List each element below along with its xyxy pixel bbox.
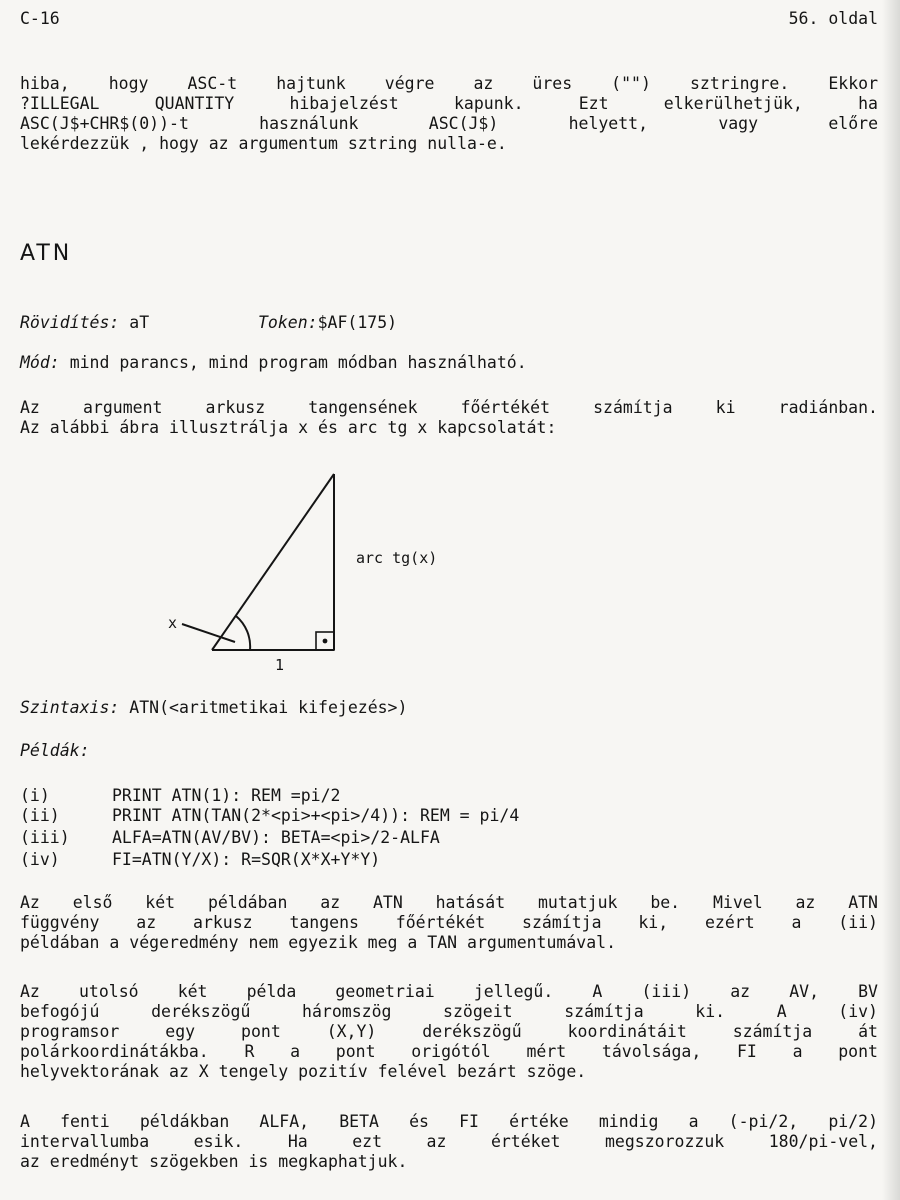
example-number: (iv) bbox=[20, 850, 60, 869]
text-line: intervallumba esik. Ha ezt az értéket megszorozzuk 180/pi-vel, bbox=[20, 1132, 878, 1151]
text-line: ASC(J$+CHR$(0))-t használunk ASC(J$) helyett, vagy előre bbox=[20, 114, 878, 133]
example-code: PRINT ATN(TAN(2*<pi>+<pi>/4)): REM = pi/4 bbox=[112, 806, 520, 825]
page-code: C-16 bbox=[20, 9, 60, 28]
mode-label: Mód: bbox=[20, 353, 60, 372]
right-angle-dot bbox=[323, 639, 328, 644]
explanation-paragraph-3 bbox=[20, 1112, 878, 1172]
example-code: FI=ATN(Y/X): R=SQR(X*X+Y*Y) bbox=[112, 850, 381, 869]
syntax-value: ATN(<aritmetikai kifejezés>) bbox=[129, 698, 408, 717]
example-code: ALFA=ATN(AV/BV): BETA=<pi>/2-ALFA bbox=[112, 828, 440, 847]
arc-tg-label: arc tg(x) bbox=[356, 549, 438, 567]
page-number: 56. oldal bbox=[788, 9, 878, 28]
example-row bbox=[20, 828, 440, 848]
angle-arc bbox=[236, 616, 250, 650]
text-line: befogójú derékszögű háromszög szögeit számítja ki. A (iv) bbox=[20, 1002, 878, 1021]
explanation-paragraph-1 bbox=[20, 893, 878, 953]
example-row bbox=[20, 850, 380, 870]
text-line: helyvektorának az X tengely pozitív felével bezárt szöge. bbox=[20, 1062, 587, 1081]
text-line: A fenti példákban ALFA, BETA és FI értéke mindig a (-pi/2, pi/2) bbox=[20, 1112, 878, 1131]
text-line: polárkoordinátákba. R a pont origótól mért távolsága, FI a pont bbox=[20, 1042, 878, 1061]
text-line: programsor egy pont (X,Y) derékszögű koordinátáit számítja át bbox=[20, 1022, 878, 1041]
example-code: PRINT ATN(1): REM =pi/2 bbox=[112, 786, 341, 805]
token-value: $AF(175) bbox=[317, 313, 398, 332]
hypotenuse-line bbox=[212, 474, 334, 650]
text-line: az eredményt szögekben is megkaphatjuk. bbox=[20, 1152, 408, 1171]
text-line: ?ILLEGAL QUANTITY hibajelzést kapunk. Ezt elkerülhetjük, ha bbox=[20, 94, 878, 113]
unit-length-label: 1 bbox=[275, 656, 285, 674]
text-line: Az alábbi ábra illusztrálja x és arc tg x kapcsolatát: bbox=[20, 418, 557, 437]
text-line: Az utolsó két példa geometriai jellegű. A (iii) az AV, BV bbox=[20, 982, 878, 1001]
text-line: függvény az arkusz tangens főértékét számítja ki, ezért a (ii) bbox=[20, 913, 878, 932]
text-line: lekérdezzük , hogy az argumentum sztring nulla-e. bbox=[20, 134, 507, 153]
mode-value: mind parancs, mind program módban használható. bbox=[69, 353, 527, 372]
section-title: ATN bbox=[20, 241, 73, 266]
explanation-paragraph-2 bbox=[20, 982, 878, 1082]
text-line: példában a végeredmény nem egyezik meg a TAN argumentumával. bbox=[20, 933, 617, 952]
example-number: (i) bbox=[20, 786, 50, 805]
x-label: x bbox=[168, 614, 178, 632]
example-number: (iii) bbox=[20, 828, 70, 847]
abbrev-label: Rövidítés: bbox=[20, 313, 120, 332]
example-row bbox=[20, 786, 340, 806]
syntax-label: Szintaxis: bbox=[20, 698, 120, 717]
text-line: hiba, hogy ASC-t hajtunk végre az üres ("") sztringre. Ekkor bbox=[20, 74, 878, 93]
abbrev-value: aT bbox=[129, 313, 150, 332]
example-number: (ii) bbox=[20, 806, 60, 825]
examples-label: Példák: bbox=[20, 741, 90, 760]
text-line: Az argument arkusz tangensének főértékét számítja ki radiánban. bbox=[20, 398, 878, 417]
text-line: Az első két példában az ATN hatását mutatjuk be. Mivel az ATN bbox=[20, 893, 878, 912]
example-row bbox=[20, 806, 519, 826]
token-label: Token: bbox=[258, 313, 318, 332]
syntax-line bbox=[20, 698, 407, 718]
